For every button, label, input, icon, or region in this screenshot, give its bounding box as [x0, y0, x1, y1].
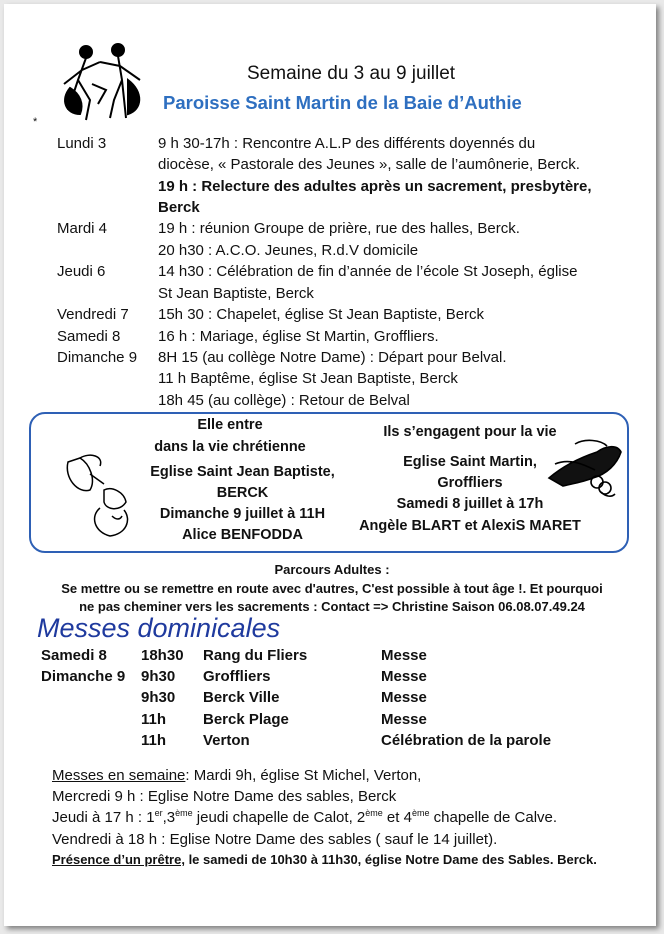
sacrament-right-line: Eglise Saint Martin, [403, 454, 537, 470]
mass-type: Messe [381, 689, 427, 706]
day-mardi: Mardi 4 [57, 220, 108, 237]
day-vendredi: Vendredi 7 [57, 306, 129, 323]
mass-place: Berck Plage [203, 711, 289, 728]
day-jeudi: Jeudi 6 [57, 263, 106, 280]
text-part: ,3 [162, 809, 176, 826]
sacrament-left-line: Elle entre [197, 417, 263, 433]
mass-time: 11h [141, 732, 167, 749]
weekday-mass-line [52, 809, 557, 826]
mass-time: 9h30 [141, 668, 176, 685]
weekday-mass-label: Messes en semaine [52, 767, 186, 784]
event-text: 20 h30 : A.C.O. Jeunes, R.d.V domicile [158, 242, 419, 259]
event-text: 15h 30 : Chapelet, église St Jean Baptiste, Berck [158, 306, 485, 323]
sacrament-right-line: Ils s’engagent pour la vie [383, 424, 557, 440]
mass-time: 9h30 [141, 689, 176, 706]
text-part: et 4 [382, 809, 412, 826]
mass-type: Messe [381, 711, 427, 728]
mass-day: Dimanche 9 [41, 668, 126, 685]
mass-place: Berck Ville [203, 689, 280, 706]
sacrament-right-line: Samedi 8 juillet à 17h [396, 496, 544, 512]
event-text: 16 h : Mariage, église St Martin, Groffliers. [158, 328, 439, 345]
superscript: er [154, 808, 163, 818]
sacrament-right-line: Groffliers [437, 475, 503, 491]
event-text: St Jean Baptiste, Berck [158, 285, 314, 302]
parcours-text: Se mettre ou se remettre en route avec d'autres, C'est possible à tout âge !. Et pourquoi [61, 581, 603, 596]
event-text: 8H 15 (au collège Notre Dame) : Départ pour Belval. [158, 349, 507, 366]
superscript: ème [411, 808, 430, 818]
mass-place: Rang du Fliers [203, 647, 308, 664]
event-text: 9 h 30-17h : Rencontre A.L.P des différents doyennés du [158, 135, 536, 152]
event-text: 18h 45 (au collège) : Retour de Belval [158, 392, 410, 409]
sacrament-left-line: Eglise Saint Jean Baptiste, [150, 464, 335, 480]
parcours-text: ne pas cheminer vers les sacrements : Contact => Christine Saison 06.08.07.49.24 [79, 599, 585, 614]
messes-heading: Messes dominicales [37, 613, 281, 643]
event-text-bold: 19 h : Relecture des adultes après un sacrement, presbytère, [158, 178, 592, 195]
event-text: diocèse, « Pastorale des Jeunes », salle de l’aumônerie, Berck. [158, 156, 580, 173]
text-part: jeudi chapelle de Calot, 2 [192, 809, 366, 826]
parish-name: Paroisse Saint Martin de la Baie d’Authie [163, 92, 522, 113]
asterisk-marker: * [33, 116, 38, 128]
mass-type: Messe [381, 668, 427, 685]
sacrament-left-line: Dimanche 9 juillet à 11H [159, 506, 326, 522]
sacrament-right-line: Angèle BLART et AlexiS MARET [359, 518, 581, 534]
weekday-mass-text: : Mardi 9h, église St Michel, Verton, [185, 767, 422, 784]
event-text: 19 h : réunion Groupe de prière, rue des halles, Berck. [158, 220, 520, 237]
mass-place: Groffliers [203, 668, 271, 685]
superscript: ème [365, 808, 383, 818]
mass-time: 11h [141, 711, 167, 728]
page-title: Semaine du 3 au 9 juillet [247, 63, 456, 84]
weekday-mass-line: Mercredi 9 h : Eglise Notre Dame des sables, Berck [52, 788, 397, 805]
day-dimanche: Dimanche 9 [57, 349, 138, 366]
priest-presence-label: Présence d’un prêtre, [52, 852, 185, 867]
event-text: 14 h30 : Célébration de fin d’année de l’école St Joseph, église [158, 263, 578, 280]
event-text-bold: Berck [158, 199, 200, 216]
weekday-mass-line [52, 767, 421, 784]
priest-presence-line [52, 852, 597, 867]
sacrament-left-line: Alice BENFODDA [182, 527, 303, 543]
text-part: Jeudi à 17 h : 1 [52, 809, 155, 826]
day-samedi: Samedi 8 [57, 328, 121, 345]
mass-time: 18h30 [141, 647, 184, 664]
mass-day: Samedi 8 [41, 647, 107, 664]
sacrament-left-line: BERCK [216, 485, 269, 501]
mass-place: Verton [203, 732, 250, 749]
sacrament-left-line: dans la vie chrétienne [154, 439, 306, 455]
text-part: chapelle de Calve. [429, 809, 558, 826]
parcours-title: Parcours Adultes : [274, 562, 390, 577]
mass-type: Messe [381, 647, 427, 664]
priest-presence-text: le samedi de 10h30 à 11h30, église Notre Dame des Sables. Berck. [184, 852, 597, 867]
baptism-illustration [60, 450, 140, 540]
day-lundi: Lundi 3 [57, 135, 107, 152]
event-text: 11 h Baptême, église St Jean Baptiste, Berck [158, 370, 458, 387]
superscript: ème [175, 808, 193, 818]
weekday-mass-line: Vendredi à 18 h : Eglise Notre Dame des sables ( sauf le 14 juillet). [52, 831, 498, 848]
mass-type: Célébration de la parole [381, 732, 552, 749]
dancers-logo-image [56, 40, 148, 122]
